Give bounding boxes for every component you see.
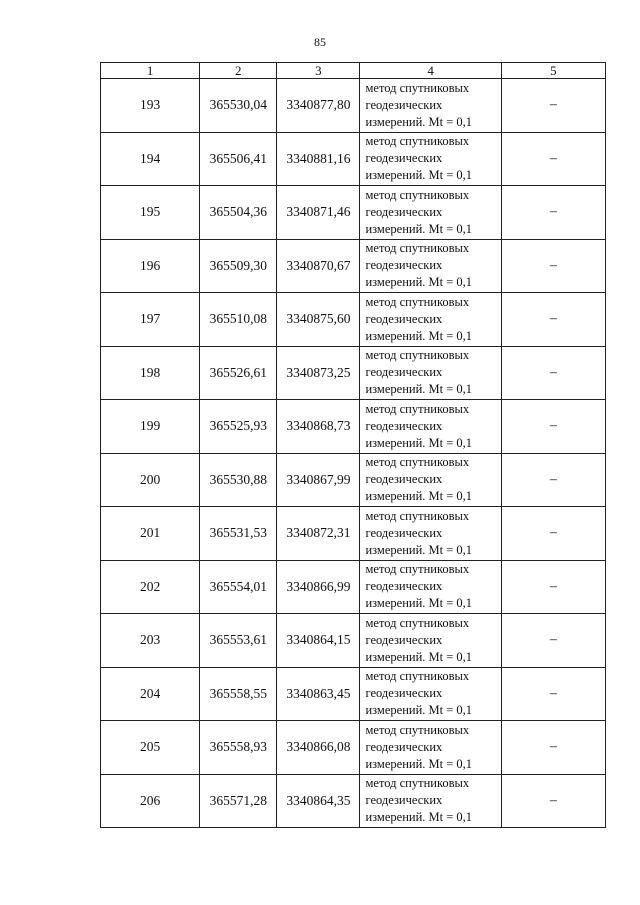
table-row [101, 774, 606, 828]
method-line: геодезических [365, 472, 443, 487]
table-row [101, 293, 606, 347]
method-line: геодезических [365, 365, 443, 380]
method-cell [360, 774, 501, 828]
table-row [101, 400, 606, 454]
method-line: метод спутниковых [365, 294, 470, 309]
method-line: геодезических [365, 632, 443, 647]
y-coordinate-cell: 3340877,80 [277, 79, 360, 133]
column-header-5: 5 [501, 63, 605, 79]
method-line: измерений. Mt = 0,1 [365, 649, 473, 664]
x-coordinate-cell: 365525,93 [200, 400, 277, 454]
note-cell: – [501, 79, 605, 133]
method-line: геодезических [365, 258, 443, 273]
table-body [101, 79, 606, 828]
point-number-cell: 205 [101, 721, 200, 775]
y-coordinate-cell: 3340873,25 [277, 346, 360, 400]
y-coordinate-cell: 3340863,45 [277, 667, 360, 721]
method-line: измерений. Mt = 0,1 [365, 756, 473, 771]
method-line: измерений. Mt = 0,1 [365, 489, 473, 504]
y-coordinate-cell: 3340870,67 [277, 239, 360, 293]
y-coordinate-cell: 3340864,15 [277, 614, 360, 668]
table-row [101, 667, 606, 721]
table-row [101, 721, 606, 775]
x-coordinate-cell: 365506,41 [200, 132, 277, 186]
method-line: геодезических [365, 97, 443, 112]
method-line: метод спутниковых [365, 134, 470, 149]
x-coordinate-cell: 365553,61 [200, 614, 277, 668]
point-number-cell: 195 [101, 186, 200, 240]
table-row [101, 453, 606, 507]
method-line: геодезических [365, 686, 443, 701]
coordinates-table [100, 62, 606, 828]
method-line: измерений. Mt = 0,1 [365, 275, 473, 290]
point-number-cell: 201 [101, 507, 200, 561]
method-line: метод спутниковых [365, 508, 470, 523]
column-header-1: 1 [101, 63, 200, 79]
method-line: измерений. Mt = 0,1 [365, 596, 473, 611]
method-cell [360, 79, 501, 133]
method-cell [360, 132, 501, 186]
method-cell [360, 453, 501, 507]
method-line: геодезических [365, 525, 443, 540]
method-line: измерений. Mt = 0,1 [365, 221, 473, 236]
page-number: 85 [314, 35, 326, 49]
y-coordinate-cell: 3340872,31 [277, 507, 360, 561]
method-line: геодезических [365, 418, 443, 433]
method-cell [360, 186, 501, 240]
point-number-cell: 206 [101, 774, 200, 828]
note-cell: – [501, 132, 605, 186]
point-number-cell: 200 [101, 453, 200, 507]
x-coordinate-cell: 365504,36 [200, 186, 277, 240]
point-number-cell: 193 [101, 79, 200, 133]
point-number-cell: 203 [101, 614, 200, 668]
x-coordinate-cell: 365510,08 [200, 293, 277, 347]
point-number-cell: 196 [101, 239, 200, 293]
y-coordinate-cell: 3340875,60 [277, 293, 360, 347]
method-line: метод спутниковых [365, 562, 470, 577]
method-line: измерений. Mt = 0,1 [365, 328, 473, 343]
method-line: метод спутниковых [365, 348, 470, 363]
method-line: метод спутниковых [365, 776, 470, 791]
y-coordinate-cell: 3340867,99 [277, 453, 360, 507]
table-row [101, 132, 606, 186]
note-cell: – [501, 721, 605, 775]
method-line: измерений. Mt = 0,1 [365, 435, 473, 450]
x-coordinate-cell: 365531,53 [200, 507, 277, 561]
header-row [101, 63, 606, 79]
method-line: измерений. Mt = 0,1 [365, 542, 473, 557]
y-coordinate-cell: 3340866,99 [277, 560, 360, 614]
method-line: геодезических [365, 793, 443, 808]
method-line: метод спутниковых [365, 401, 470, 416]
column-header-2: 2 [200, 63, 277, 79]
note-cell: – [501, 453, 605, 507]
method-cell [360, 507, 501, 561]
method-line: метод спутниковых [365, 187, 470, 202]
table-row [101, 560, 606, 614]
method-line: геодезических [365, 151, 443, 166]
method-line: метод спутниковых [365, 722, 470, 737]
method-line: метод спутниковых [365, 80, 470, 95]
table-row [101, 239, 606, 293]
table-row [101, 507, 606, 561]
point-number-cell: 194 [101, 132, 200, 186]
y-coordinate-cell: 3340871,46 [277, 186, 360, 240]
method-line: измерений. Mt = 0,1 [365, 810, 473, 825]
method-line: геодезических [365, 204, 443, 219]
table-row [101, 186, 606, 240]
column-header-3: 3 [277, 63, 360, 79]
method-line: метод спутниковых [365, 455, 470, 470]
method-line: геодезических [365, 739, 443, 754]
note-cell: – [501, 507, 605, 561]
method-line: метод спутниковых [365, 669, 470, 684]
note-cell: – [501, 186, 605, 240]
point-number-cell: 199 [101, 400, 200, 454]
method-line: измерений. Mt = 0,1 [365, 114, 473, 129]
point-number-cell: 198 [101, 346, 200, 400]
note-cell: – [501, 400, 605, 454]
method-cell [360, 721, 501, 775]
method-line: геодезических [365, 579, 443, 594]
method-cell [360, 560, 501, 614]
method-line: метод спутниковых [365, 241, 470, 256]
y-coordinate-cell: 3340864,35 [277, 774, 360, 828]
method-cell [360, 293, 501, 347]
note-cell: – [501, 293, 605, 347]
method-line: измерений. Mt = 0,1 [365, 703, 473, 718]
note-cell: – [501, 774, 605, 828]
column-header-4: 4 [360, 63, 501, 79]
x-coordinate-cell: 365571,28 [200, 774, 277, 828]
method-line: измерений. Mt = 0,1 [365, 382, 473, 397]
x-coordinate-cell: 365530,88 [200, 453, 277, 507]
y-coordinate-cell: 3340868,73 [277, 400, 360, 454]
method-cell [360, 667, 501, 721]
method-line: геодезических [365, 311, 443, 326]
method-cell [360, 614, 501, 668]
table-row [101, 79, 606, 133]
method-line: метод спутниковых [365, 615, 470, 630]
x-coordinate-cell: 365509,30 [200, 239, 277, 293]
note-cell: – [501, 667, 605, 721]
x-coordinate-cell: 365530,04 [200, 79, 277, 133]
note-cell: – [501, 239, 605, 293]
x-coordinate-cell: 365554,01 [200, 560, 277, 614]
method-cell [360, 239, 501, 293]
method-cell [360, 400, 501, 454]
point-number-cell: 197 [101, 293, 200, 347]
x-coordinate-cell: 365558,55 [200, 667, 277, 721]
x-coordinate-cell: 365526,61 [200, 346, 277, 400]
point-number-cell: 202 [101, 560, 200, 614]
note-cell: – [501, 614, 605, 668]
y-coordinate-cell: 3340866,08 [277, 721, 360, 775]
table-row [101, 346, 606, 400]
table-row [101, 614, 606, 668]
y-coordinate-cell: 3340881,16 [277, 132, 360, 186]
method-cell [360, 346, 501, 400]
method-line: измерений. Mt = 0,1 [365, 168, 473, 183]
point-number-cell: 204 [101, 667, 200, 721]
note-cell: – [501, 346, 605, 400]
x-coordinate-cell: 365558,93 [200, 721, 277, 775]
note-cell: – [501, 560, 605, 614]
